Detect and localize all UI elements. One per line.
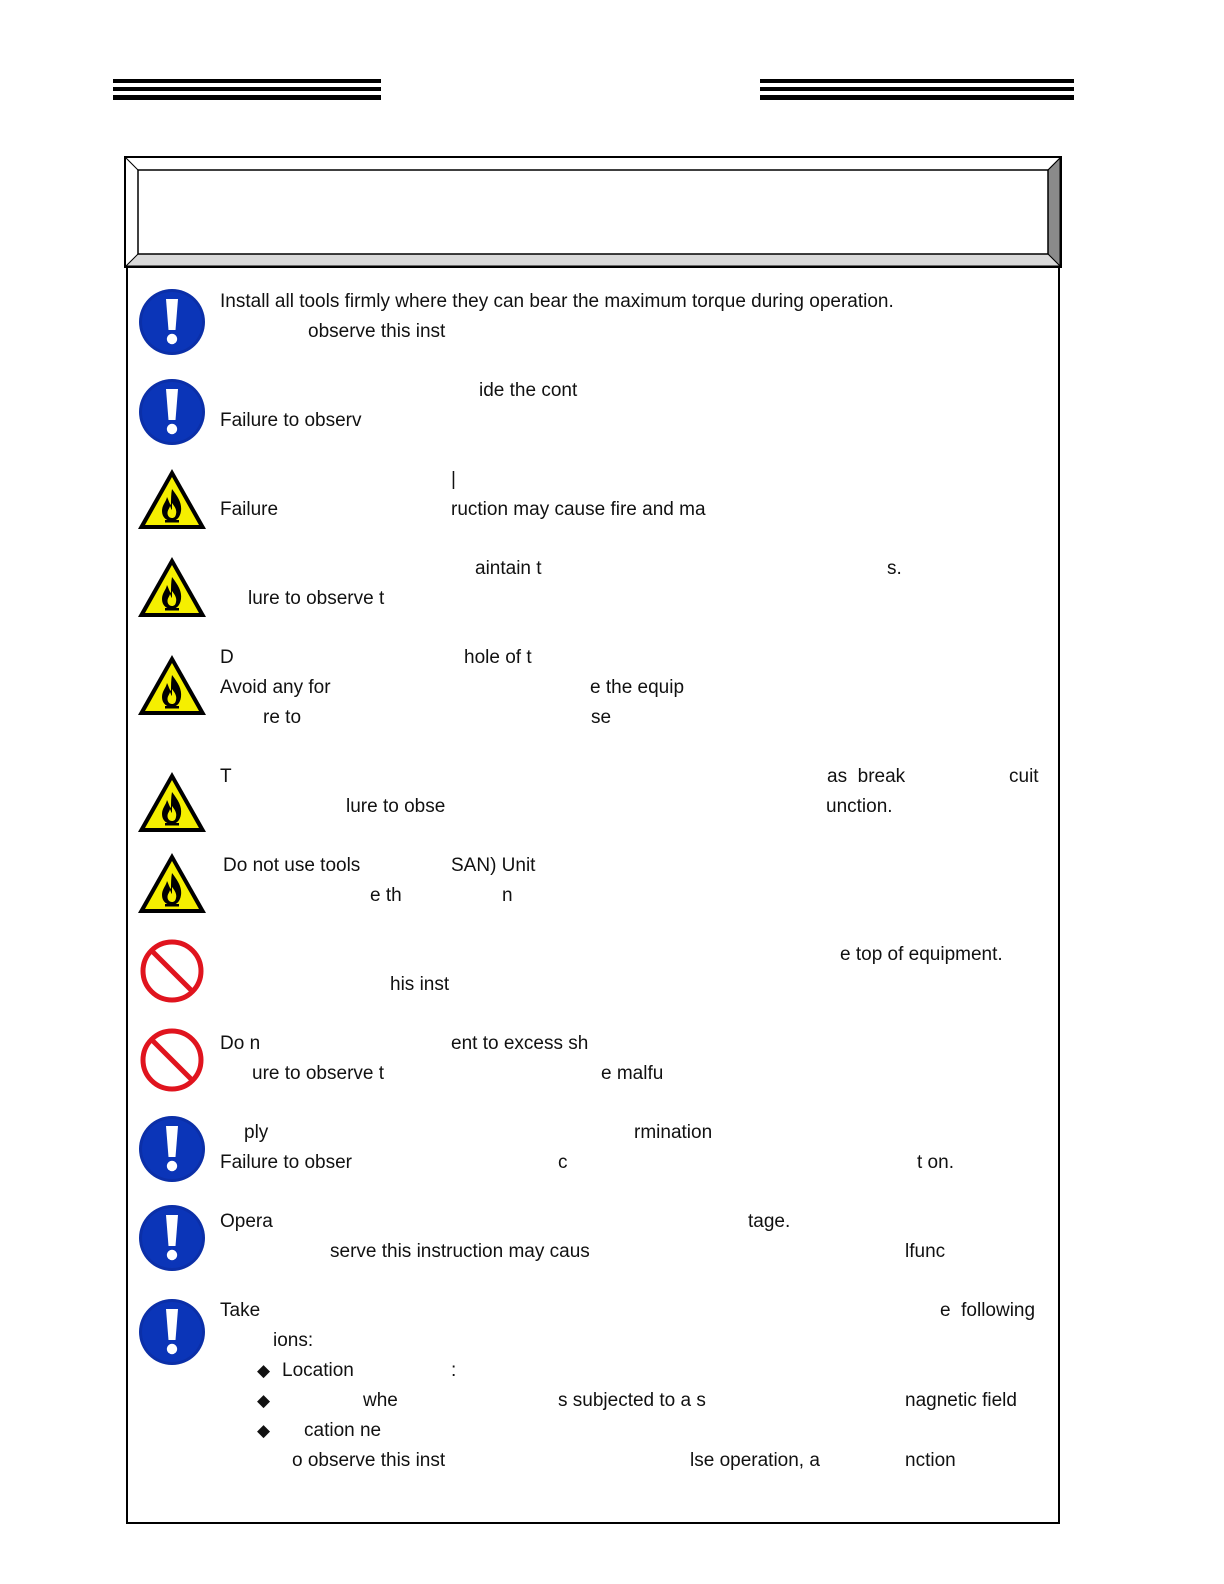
text-fragment: cation ne [304, 1420, 382, 1441]
precaution-text-line [220, 1300, 1050, 1324]
text-fragment: nction [905, 1450, 956, 1471]
text-fragment: Failure to obser [220, 1152, 353, 1173]
precaution-text-line [220, 707, 1050, 731]
text-fragment: ruction may cause fire and ma [451, 499, 706, 520]
text-fragment: Failure [220, 499, 279, 520]
precaution-text-line [220, 1063, 1050, 1087]
fire-warning-icon [136, 651, 208, 723]
text-fragment: as break [827, 766, 906, 787]
precaution-text-line [220, 499, 1050, 523]
text-fragment: SAN) Unit [451, 855, 536, 876]
text-fragment: ent to excess sh [451, 1033, 589, 1054]
precaution-text-line [220, 855, 1050, 879]
text-fragment: re to [263, 707, 302, 728]
text-fragment: e following [940, 1300, 1036, 1321]
precaution-text-line [220, 1152, 1050, 1176]
precaution-text-line [220, 766, 1050, 790]
fire-warning-icon [136, 849, 208, 921]
text-fragment: nagnetic field [905, 1390, 1017, 1411]
text-fragment: whe [363, 1390, 398, 1411]
precaution-text-line [220, 677, 1050, 701]
mandatory-icon [136, 286, 208, 358]
fire-warning-icon [136, 553, 208, 625]
precaution-text-line [220, 1211, 1050, 1235]
precaution-text-line [220, 796, 1050, 820]
text-fragment: e the equip [590, 677, 685, 698]
precaution-text-line [220, 469, 1050, 493]
text-fragment: aintain t [475, 558, 542, 579]
mandatory-icon [136, 1113, 208, 1185]
text-fragment: ide the cont [479, 380, 578, 401]
text-fragment: Avoid any for [220, 677, 331, 698]
text-fragment: : [451, 1360, 457, 1381]
bullet-diamond: ◆ [257, 1421, 271, 1440]
text-fragment: rmination [634, 1122, 713, 1143]
header-rule-left [113, 79, 381, 101]
text-fragment: ply [244, 1122, 269, 1143]
precaution-text-line [220, 410, 1050, 434]
text-fragment: Opera [220, 1211, 273, 1232]
precaution-text-line [220, 1450, 1050, 1474]
text-fragment: lure to observe t [248, 588, 385, 609]
precaution-text-line [220, 1033, 1050, 1057]
mandatory-icon [136, 1202, 208, 1274]
text-fragment: se [591, 707, 612, 728]
text-fragment: t on. [917, 1152, 954, 1173]
precaution-text-line [220, 1330, 1050, 1354]
mandatory-icon [136, 1296, 208, 1368]
precaution-text-line [220, 380, 1050, 404]
precaution-text-line [220, 321, 1050, 345]
text-fragment: n [502, 885, 513, 906]
text-fragment: e th [370, 885, 402, 906]
prohibition-icon [136, 1024, 208, 1096]
precaution-text-line [220, 1122, 1050, 1146]
text-fragment: lse operation, a [690, 1450, 820, 1471]
text-fragment: e top of equipment. [840, 944, 1003, 965]
mandatory-icon [136, 376, 208, 448]
text-fragment: Failure to observ [220, 410, 362, 431]
text-fragment: observe this inst [308, 321, 446, 342]
precaution-text-line [220, 291, 1050, 315]
fire-warning-icon [136, 768, 208, 840]
text-fragment: | [451, 469, 456, 490]
precaution-text-line [220, 1241, 1050, 1265]
fire-warning-icon [136, 465, 208, 537]
precaution-text-line [220, 588, 1050, 612]
text-fragment: s subjected to a s [558, 1390, 706, 1411]
text-fragment: Take [220, 1300, 261, 1321]
text-fragment: T [220, 766, 232, 787]
text-fragment: Install all tools firmly where they can bear the maximum torque during operation. [220, 291, 894, 312]
precaution-text-line [220, 1390, 1050, 1414]
text-fragment: D [220, 647, 234, 668]
text-fragment: c [558, 1152, 568, 1173]
header-rule-right [760, 79, 1074, 101]
precaution-text-line [220, 647, 1050, 671]
heading-box [124, 156, 1062, 268]
precaution-text-line [220, 885, 1050, 909]
precaution-text-line [220, 974, 1050, 998]
text-fragment: ions: [273, 1330, 314, 1351]
text-fragment: tage. [748, 1211, 791, 1232]
text-fragment: hole of t [464, 647, 532, 668]
text-fragment: unction. [826, 796, 893, 817]
text-fragment: cuit [1009, 766, 1039, 787]
text-fragment: s. [887, 558, 902, 579]
bullet-diamond: ◆ [257, 1391, 271, 1410]
text-fragment: Location [282, 1360, 354, 1381]
prohibition-icon [136, 935, 208, 1007]
text-fragment: Do n [220, 1033, 261, 1054]
text-fragment: e malfu [601, 1063, 664, 1084]
text-fragment: lfunc [905, 1241, 946, 1262]
text-fragment: lure to obse [346, 796, 446, 817]
precaution-text-line [220, 558, 1050, 582]
text-fragment: o observe this inst [292, 1450, 446, 1471]
text-fragment: ure to observe t [252, 1063, 385, 1084]
text-fragment: his inst [390, 974, 450, 995]
text-fragment: serve this instruction may caus [330, 1241, 590, 1262]
precaution-text-line [220, 944, 1050, 968]
precaution-text-line [220, 1360, 1050, 1384]
text-fragment: Do not use tools [223, 855, 361, 876]
bullet-diamond: ◆ [257, 1361, 271, 1380]
precaution-text-line [220, 1420, 1050, 1444]
